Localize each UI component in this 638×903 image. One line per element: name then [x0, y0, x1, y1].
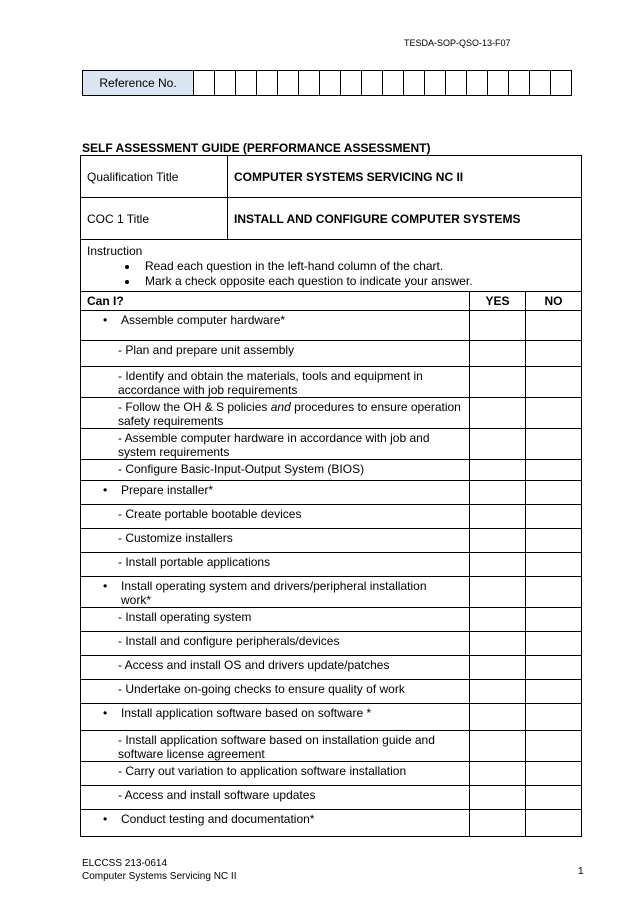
- question-text: - Access and install OS and drivers update/patches: [118, 658, 390, 672]
- answer-yes-cell[interactable]: [470, 341, 526, 367]
- bullet-icon: •: [103, 812, 108, 826]
- answer-yes-cell[interactable]: [470, 786, 526, 810]
- question-text: - Configure Basic-Input-Output System (BIOS): [118, 462, 365, 476]
- coc-label: COC 1 Title: [81, 198, 228, 240]
- answer-yes-cell[interactable]: [470, 481, 526, 505]
- competency-row: [81, 481, 582, 505]
- footer-code: ELCCSS 213-0614: [82, 858, 168, 869]
- question-text: Assemble computer hardware*: [121, 313, 286, 327]
- answer-no-cell[interactable]: [526, 704, 582, 731]
- task-row: [81, 341, 582, 367]
- question-text: - Create portable bootable devices: [118, 507, 302, 521]
- qualification-label: Qualification Title: [81, 156, 228, 198]
- question-text: - Install operating system: [118, 610, 252, 624]
- answer-no-cell[interactable]: [526, 367, 582, 398]
- competency-row: [81, 704, 582, 731]
- answer-no-cell[interactable]: [526, 608, 582, 632]
- question-cell: [81, 529, 470, 553]
- task-row: [81, 460, 582, 481]
- task-row: [81, 505, 582, 529]
- bullet-icon: •: [103, 483, 108, 497]
- instruction-label: Instruction: [87, 244, 143, 258]
- answer-no-cell[interactable]: [526, 398, 582, 429]
- bullet-icon: •: [103, 706, 108, 720]
- answer-yes-cell[interactable]: [470, 398, 526, 429]
- answer-yes-cell[interactable]: [470, 704, 526, 731]
- coc-row: [81, 198, 582, 240]
- reference-label: Reference No.: [83, 71, 194, 96]
- reference-digit-box[interactable]: [383, 71, 404, 96]
- reference-digit-box[interactable]: [404, 71, 425, 96]
- coc-value: INSTALL AND CONFIGURE COMPUTER SYSTEMS: [228, 198, 582, 240]
- instruction-list: [87, 259, 575, 289]
- column-header-yes: YES: [470, 292, 526, 311]
- answer-yes-cell[interactable]: [470, 553, 526, 577]
- bullet-icon: •: [103, 579, 108, 593]
- question-text: - Install portable applications: [118, 555, 271, 569]
- answer-yes-cell[interactable]: [470, 608, 526, 632]
- question-cell: [81, 398, 470, 429]
- reference-digit-box[interactable]: [278, 71, 299, 96]
- reference-digit-box[interactable]: [509, 71, 530, 96]
- answer-no-cell[interactable]: [526, 577, 582, 608]
- question-text: - Follow the OH & S policies and procedures to ensure operation safety requirements: [118, 400, 461, 428]
- answer-no-cell[interactable]: [526, 680, 582, 704]
- assessment-table: [80, 155, 582, 837]
- page-number: 1: [578, 866, 584, 877]
- reference-digit-box[interactable]: [551, 71, 572, 96]
- answer-no-cell[interactable]: [526, 553, 582, 577]
- task-row: [81, 398, 582, 429]
- answer-no-cell[interactable]: [526, 505, 582, 529]
- answer-no-cell[interactable]: [526, 460, 582, 481]
- answer-no-cell[interactable]: [526, 786, 582, 810]
- bullet-icon: •: [103, 313, 108, 327]
- question-cell: [81, 632, 470, 656]
- instruction-row: [81, 240, 582, 292]
- task-row: [81, 367, 582, 398]
- question-cell: [81, 608, 470, 632]
- instruction-cell: [81, 240, 582, 292]
- task-row: [81, 632, 582, 656]
- footer-left: [82, 857, 237, 883]
- answer-yes-cell[interactable]: [470, 460, 526, 481]
- task-row: [81, 553, 582, 577]
- reference-digit-box[interactable]: [425, 71, 446, 96]
- instruction-item: • Mark a check opposite each question to indicate your answer.: [139, 274, 575, 289]
- task-row: [81, 786, 582, 810]
- answer-yes-cell[interactable]: [470, 632, 526, 656]
- qualification-row: [81, 156, 582, 198]
- answer-yes-cell[interactable]: [470, 311, 526, 341]
- answer-yes-cell[interactable]: [470, 367, 526, 398]
- qualification-value: COMPUTER SYSTEMS SERVICING NC II: [228, 156, 582, 198]
- answer-yes-cell[interactable]: [470, 577, 526, 608]
- question-cell: [81, 762, 470, 786]
- footer-title: Computer Systems Servicing NC II: [82, 871, 237, 882]
- question-cell: [81, 460, 470, 481]
- reference-number-table: [82, 70, 572, 96]
- document-code: TESDA-SOP-QSO-13-F07: [404, 38, 511, 48]
- question-text: Prepare installer*: [121, 483, 214, 497]
- reference-digit-box[interactable]: [488, 71, 509, 96]
- reference-digit-box[interactable]: [194, 71, 215, 96]
- column-header-no: NO: [526, 292, 582, 311]
- answer-no-cell[interactable]: [526, 810, 582, 837]
- question-text: - Carry out variation to application software installation: [118, 764, 407, 778]
- question-text: - Assemble computer hardware in accordance with job and system requirements: [118, 431, 430, 459]
- question-cell: [81, 786, 470, 810]
- question-text: - Access and install software updates: [118, 788, 316, 802]
- answer-yes-cell[interactable]: [470, 762, 526, 786]
- answer-no-cell[interactable]: [526, 632, 582, 656]
- reference-digit-box[interactable]: [341, 71, 362, 96]
- task-row: [81, 762, 582, 786]
- answer-yes-cell[interactable]: [470, 429, 526, 460]
- section-title: SELF ASSESSMENT GUIDE (PERFORMANCE ASSESSMENT): [82, 141, 431, 155]
- answer-yes-cell[interactable]: [470, 680, 526, 704]
- reference-digit-box[interactable]: [362, 71, 383, 96]
- answer-yes-cell[interactable]: [470, 656, 526, 680]
- question-text: - Identify and obtain the materials, tools and equipment in accordance with job requirements: [118, 369, 423, 397]
- column-header-row: [81, 292, 582, 311]
- question-text: - Install application software based on installation guide and software license agreement: [118, 733, 435, 761]
- question-cell: [81, 341, 470, 367]
- reference-digit-box[interactable]: [530, 71, 551, 96]
- answer-no-cell[interactable]: [526, 481, 582, 505]
- question-text: - Install and configure peripherals/devices: [118, 634, 340, 648]
- reference-digit-box[interactable]: [467, 71, 488, 96]
- question-cell: [81, 810, 470, 837]
- question-cell: [81, 429, 470, 460]
- answer-yes-cell[interactable]: [470, 529, 526, 553]
- reference-digit-box[interactable]: [257, 71, 278, 96]
- competency-row: [81, 810, 582, 837]
- reference-digit-box[interactable]: [299, 71, 320, 96]
- answer-no-cell[interactable]: [526, 529, 582, 553]
- question-cell: [81, 367, 470, 398]
- answer-yes-cell[interactable]: [470, 810, 526, 837]
- answer-yes-cell[interactable]: [470, 731, 526, 762]
- question-cell: [81, 656, 470, 680]
- column-header-question: Can I?: [81, 292, 470, 311]
- question-cell: [81, 505, 470, 529]
- answer-no-cell[interactable]: [526, 762, 582, 786]
- task-row: [81, 608, 582, 632]
- answer-no-cell[interactable]: [526, 731, 582, 762]
- answer-yes-cell[interactable]: [470, 505, 526, 529]
- reference-digit-box[interactable]: [320, 71, 341, 96]
- task-row: [81, 656, 582, 680]
- reference-digit-box[interactable]: [236, 71, 257, 96]
- answer-no-cell[interactable]: [526, 656, 582, 680]
- task-row: [81, 529, 582, 553]
- question-text: - Plan and prepare unit assembly: [118, 343, 295, 357]
- question-text: Install operating system and drivers/peripheral installation work*: [121, 579, 427, 607]
- question-text: Install application software based on software *: [121, 706, 372, 720]
- reference-digit-box[interactable]: [215, 71, 236, 96]
- task-row: [81, 680, 582, 704]
- question-cell: [81, 577, 470, 608]
- question-cell: [81, 680, 470, 704]
- question-cell: [81, 311, 470, 341]
- question-text: Conduct testing and documentation*: [121, 812, 315, 826]
- answer-no-cell[interactable]: [526, 311, 582, 341]
- task-row: [81, 429, 582, 460]
- question-cell: [81, 481, 470, 505]
- question-cell: [81, 704, 470, 731]
- answer-no-cell[interactable]: [526, 429, 582, 460]
- competency-row: [81, 311, 582, 341]
- question-text: - Undertake on-going checks to ensure quality of work: [118, 682, 405, 696]
- question-cell: [81, 731, 470, 762]
- instruction-item: • Read each question in the left-hand column of the chart.: [139, 259, 575, 274]
- answer-no-cell[interactable]: [526, 341, 582, 367]
- question-text: - Customize installers: [118, 531, 233, 545]
- reference-digit-box[interactable]: [446, 71, 467, 96]
- competency-row: [81, 577, 582, 608]
- task-row: [81, 731, 582, 762]
- question-cell: [81, 553, 470, 577]
